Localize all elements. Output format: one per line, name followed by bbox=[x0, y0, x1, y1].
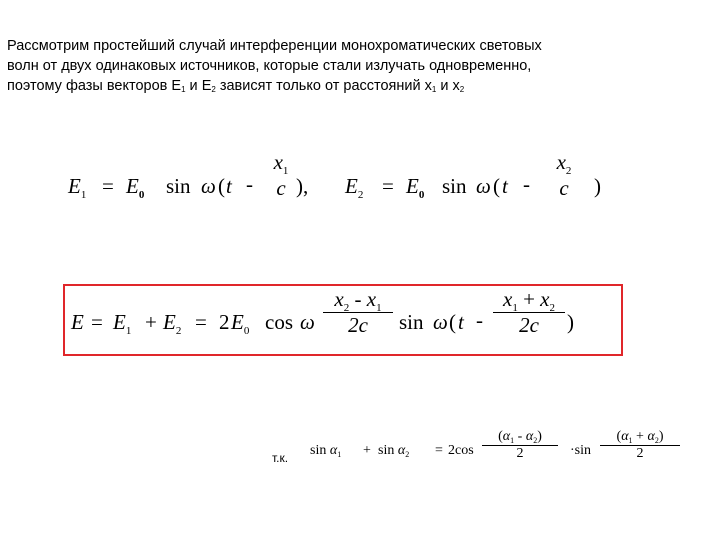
e0-symbol: $E_0$ bbox=[126, 174, 145, 201]
e1-symbol: $E_1$ bbox=[68, 174, 87, 201]
intro-paragraph bbox=[7, 36, 713, 100]
fraction-alpha-difference: $(\alpha_1 - \alpha_2)$ 2 bbox=[482, 429, 558, 462]
result-formula-box bbox=[63, 284, 623, 356]
omega-symbol: ω bbox=[201, 174, 216, 198]
minus-sign: - bbox=[476, 308, 483, 332]
sum-to-product-identity bbox=[310, 425, 690, 475]
minus-sign: - bbox=[246, 172, 253, 196]
e2-symbol: $E_2$ bbox=[345, 174, 364, 201]
wave-equations bbox=[68, 150, 628, 220]
paren-open: ( bbox=[218, 174, 225, 198]
sin-alpha2: $\sin \alpha_2$ bbox=[378, 443, 410, 459]
plus-sign: + bbox=[363, 443, 371, 458]
intro-line-3: поэтому фазы векторов $E_1$ и $E_2$ зависят только от расстояний $x_1$ и $x_2$ bbox=[7, 78, 465, 94]
fraction-path-sum: $x_1 + x_2$ 2c bbox=[493, 287, 565, 338]
e2-term: $E_2$ bbox=[163, 310, 182, 337]
equals-sign: = bbox=[435, 443, 443, 458]
fraction-x2-over-c: $x_2$ c bbox=[556, 150, 572, 200]
equals-sign: = bbox=[91, 310, 103, 334]
two-cos: 2cos bbox=[448, 443, 474, 458]
sin-function: sin bbox=[166, 174, 191, 198]
equals-sign: = bbox=[102, 174, 114, 198]
equals-sign-2: = bbox=[195, 310, 207, 334]
plus-sign: + bbox=[145, 310, 157, 334]
dot-sin: ·sin bbox=[570, 443, 592, 458]
sin-alpha1: $\sin \alpha_1$ bbox=[310, 443, 342, 459]
omega-symbol-2: ω bbox=[433, 310, 448, 334]
fraction-x1-over-c: $x_1$ c bbox=[273, 150, 289, 200]
fraction-alpha-sum: $(\alpha_1 + \alpha_2)$ 2 bbox=[600, 429, 680, 462]
coefficient-two: 2 bbox=[219, 310, 230, 334]
paren-close-2: ) bbox=[594, 174, 601, 198]
intro-line-1: Рассмотрим простейший случай интерференции монохроматических световых bbox=[7, 38, 542, 54]
superposition-equation bbox=[65, 286, 621, 354]
fraction-path-difference: $x_2 - x_1$ 2c bbox=[323, 287, 393, 338]
omega-symbol: ω bbox=[300, 310, 315, 334]
t-variable: t bbox=[226, 174, 232, 198]
paren-open-2: ( bbox=[493, 174, 500, 198]
paren-open: ( bbox=[449, 310, 456, 334]
e1-term: $E_1$ bbox=[113, 310, 132, 337]
paren-close-comma: ), bbox=[296, 174, 309, 198]
t-variable-2: t bbox=[502, 174, 508, 198]
paren-close: ) bbox=[567, 310, 574, 334]
sin-function-2: sin bbox=[442, 174, 467, 198]
sin-function: sin bbox=[399, 310, 424, 334]
minus-sign-2: - bbox=[523, 172, 530, 196]
t-variable: t bbox=[458, 310, 464, 334]
e-total-symbol: E bbox=[71, 310, 84, 334]
equals-sign-2: = bbox=[382, 174, 394, 198]
e0-term: $E_0$ bbox=[231, 310, 250, 337]
cos-function: cos bbox=[265, 310, 293, 334]
since-label: т.к. bbox=[272, 451, 289, 465]
intro-line-2: волн от двух одинаковых источников, которые стали излучать одновременно, bbox=[7, 58, 532, 74]
e0-symbol-2: $E_0$ bbox=[406, 174, 425, 201]
omega-symbol-2: ω bbox=[476, 174, 491, 198]
